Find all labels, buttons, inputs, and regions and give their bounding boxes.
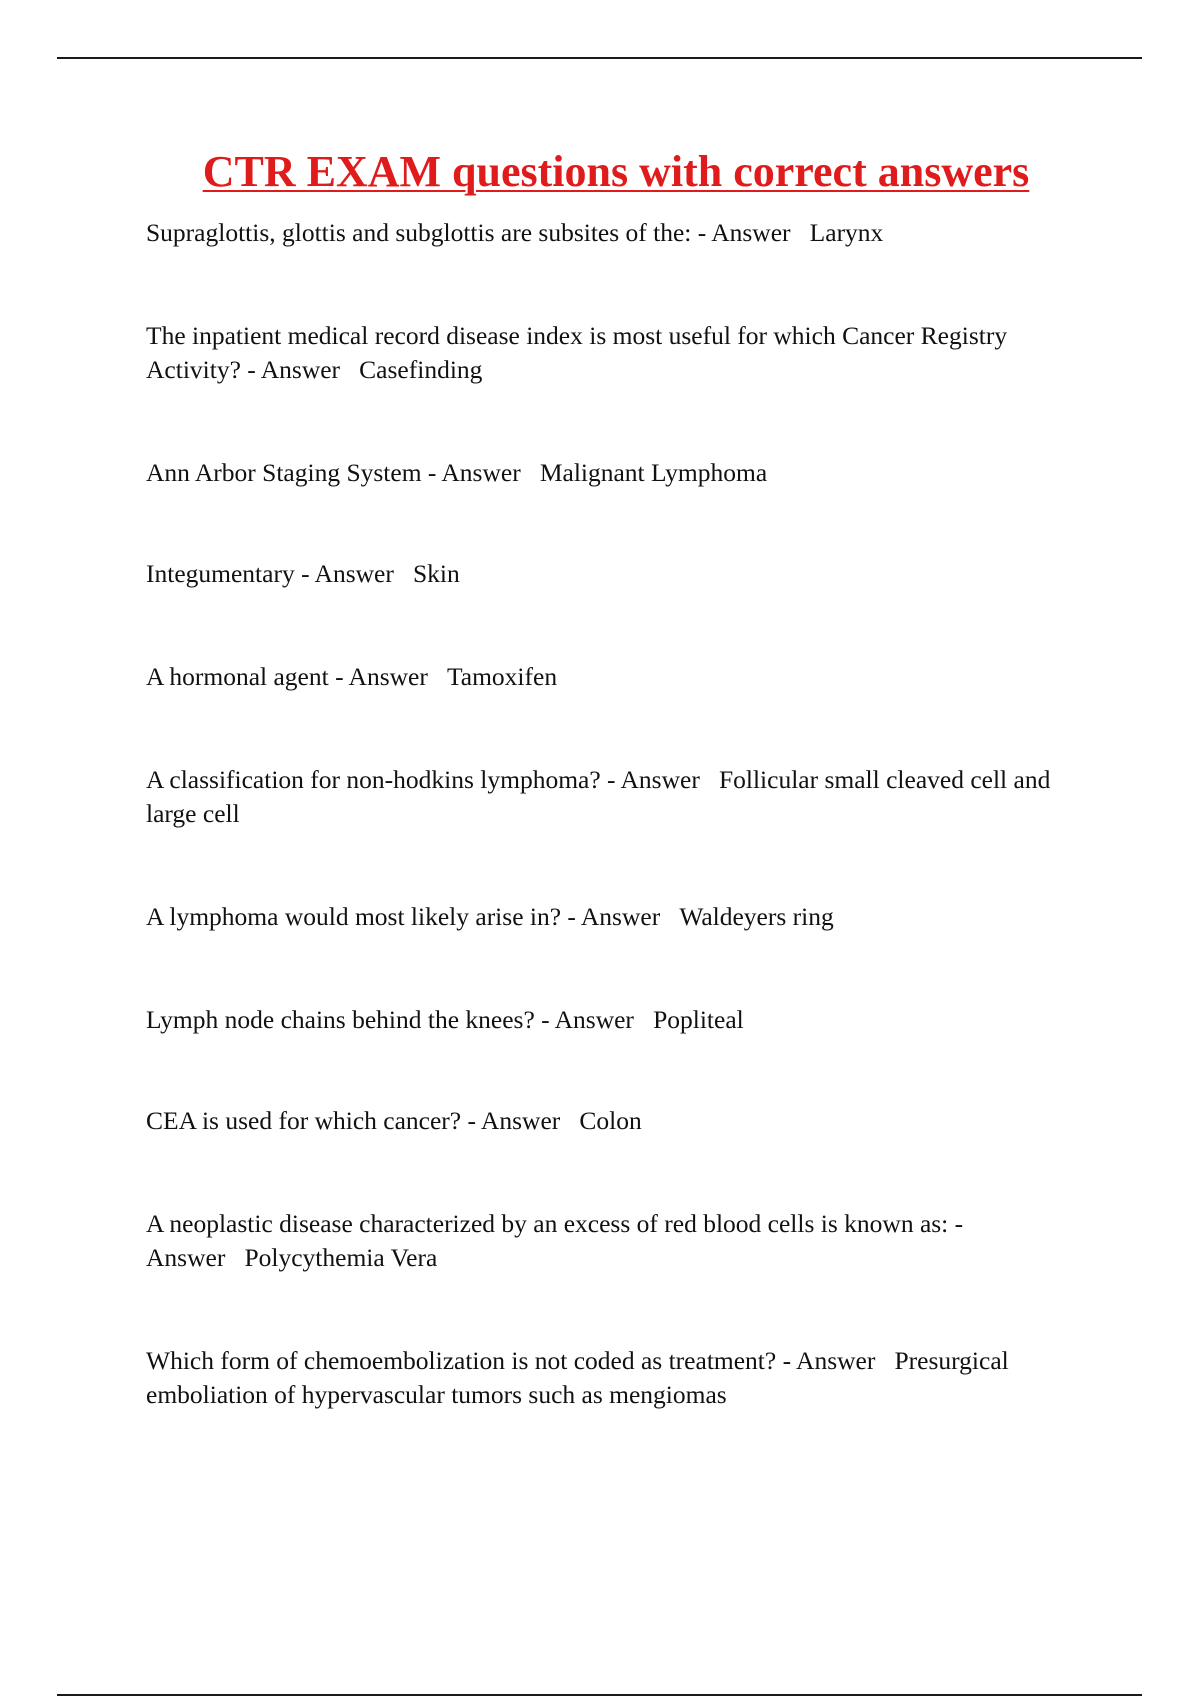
- question-text: Supraglottis, glottis and subglottis are subsites of the: - Answer: [146, 218, 791, 247]
- question-text: A neoplastic disease characterized by an excess of red blood cells is known as: - Answer: [146, 1209, 969, 1272]
- answer-text: Waldeyers ring: [679, 902, 834, 931]
- question-text: A lymphoma would most likely arise in? - Answer: [146, 902, 661, 931]
- document-title: CTR EXAM questions with correct answers: [202, 147, 1030, 196]
- answer-text: Presurgical emboliation of hypervascular tumors such as mengiomas: [146, 1346, 1016, 1409]
- qa-item: [146, 763, 1066, 831]
- question-text: Which form of chemoembolization is not coded as treatment? - Answer: [146, 1346, 876, 1375]
- qa-item: [146, 1207, 1066, 1275]
- answer-text: Follicular small cleaved cell and large cell: [146, 765, 1057, 828]
- answer-text: Tamoxifen: [446, 662, 558, 691]
- question-text: Lymph node chains behind the knees? - Answer: [146, 1005, 634, 1034]
- question-text: A classification for non-hodkins lymphoma? - Answer: [146, 765, 700, 794]
- question-text: Integumentary - Answer: [146, 559, 394, 588]
- answer-text: Polycythemia Vera: [244, 1243, 438, 1272]
- bottom-rule: [57, 1694, 1142, 1696]
- question-text: CEA is used for which cancer? - Answer: [146, 1106, 561, 1135]
- qa-item: [146, 456, 1066, 490]
- answer-text: Skin: [412, 559, 460, 588]
- top-rule: [57, 57, 1142, 59]
- qa-item: [146, 216, 1066, 250]
- qa-item: [146, 1104, 1066, 1138]
- question-text: The inpatient medical record disease index is most useful for which Cancer Registry Activity? - Answer: [146, 321, 1013, 384]
- qa-item: [146, 660, 1066, 694]
- qa-item: [146, 319, 1066, 387]
- answer-text: Popliteal: [653, 1005, 744, 1034]
- question-text: Ann Arbor Staging System - Answer: [146, 458, 521, 487]
- answer-text: Casefinding: [359, 355, 483, 384]
- answer-text: Colon: [579, 1106, 642, 1135]
- question-text: A hormonal agent - Answer: [146, 662, 428, 691]
- qa-item: [146, 900, 1066, 934]
- answer-text: Larynx: [809, 218, 884, 247]
- qa-item: [146, 1003, 1066, 1037]
- qa-item: [146, 1344, 1066, 1412]
- answer-text: Malignant Lymphoma: [539, 458, 768, 487]
- qa-item: [146, 557, 1066, 591]
